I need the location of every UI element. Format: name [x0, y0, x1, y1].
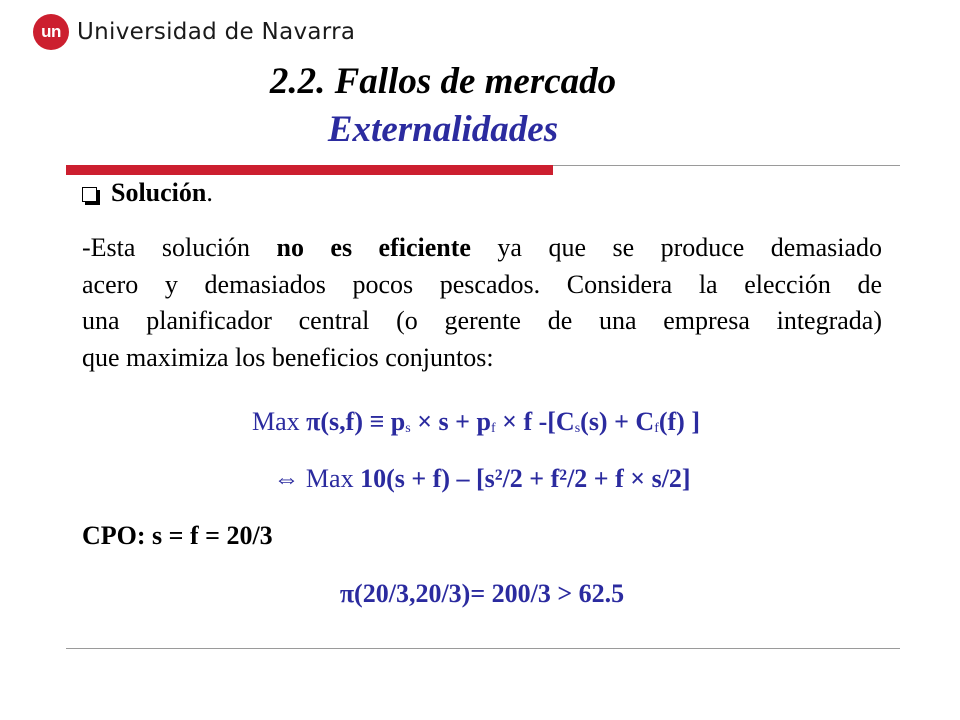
equation-part: (f) ] [658, 407, 700, 436]
equation-body: 10(s + f) – [s²/2 + f²/2 + f × s/2] [360, 464, 691, 493]
paragraph-emphasis: no es eficiente [276, 233, 471, 262]
equation-part: × s + p [410, 407, 491, 436]
slide-title: 2.2. Fallos de mercado [269, 61, 617, 102]
paragraph-line-2: acero y demasiados pocos pescados. Considera la elección de [82, 269, 882, 299]
equation-part: π(s,f) ≡ p [306, 407, 406, 436]
equation-part: (s) + C [580, 407, 655, 436]
section-heading-label: Solución [111, 178, 207, 207]
section-heading [82, 176, 213, 210]
equation-result [0, 577, 960, 611]
paragraph-line-4: que maximiza los beneficios conjuntos: [82, 342, 494, 372]
university-logo [33, 12, 355, 52]
logo-text: Universidad de Navarra [77, 19, 356, 45]
result-text: π(20/3,20/3)= 200/3 > 62.5 [339, 579, 625, 608]
first-order-conditions: CPO: s = f = 20/3 [82, 521, 273, 550]
paragraph-line-3: una planificador central (o gerente de una empresa integrada) [82, 306, 882, 335]
equation-prefix: Max [251, 407, 307, 436]
equation-max-profit [0, 405, 960, 446]
equation-part: × f -[C [495, 407, 575, 436]
equation-equivalent [0, 462, 960, 496]
header-accent-bar [66, 165, 553, 175]
paragraph-text: ya que se produce demasiado [470, 233, 882, 262]
equation-subscript: s [574, 421, 581, 436]
equation-prefix: ⇔ Max [273, 464, 361, 493]
explanation-paragraph [82, 230, 882, 376]
section-heading-suffix: . [206, 178, 213, 207]
equation-subscript: f [654, 421, 659, 436]
footer-divider [66, 648, 900, 649]
paragraph-line-1 [82, 230, 882, 267]
equation-subscript: f [490, 421, 496, 436]
equation-subscript: s [405, 421, 411, 436]
logo-badge: un [33, 14, 69, 50]
paragraph-text: -Esta solución [82, 233, 277, 262]
slide-subtitle: Externalidades [327, 109, 559, 150]
checkbox-bullet-icon [82, 187, 97, 202]
